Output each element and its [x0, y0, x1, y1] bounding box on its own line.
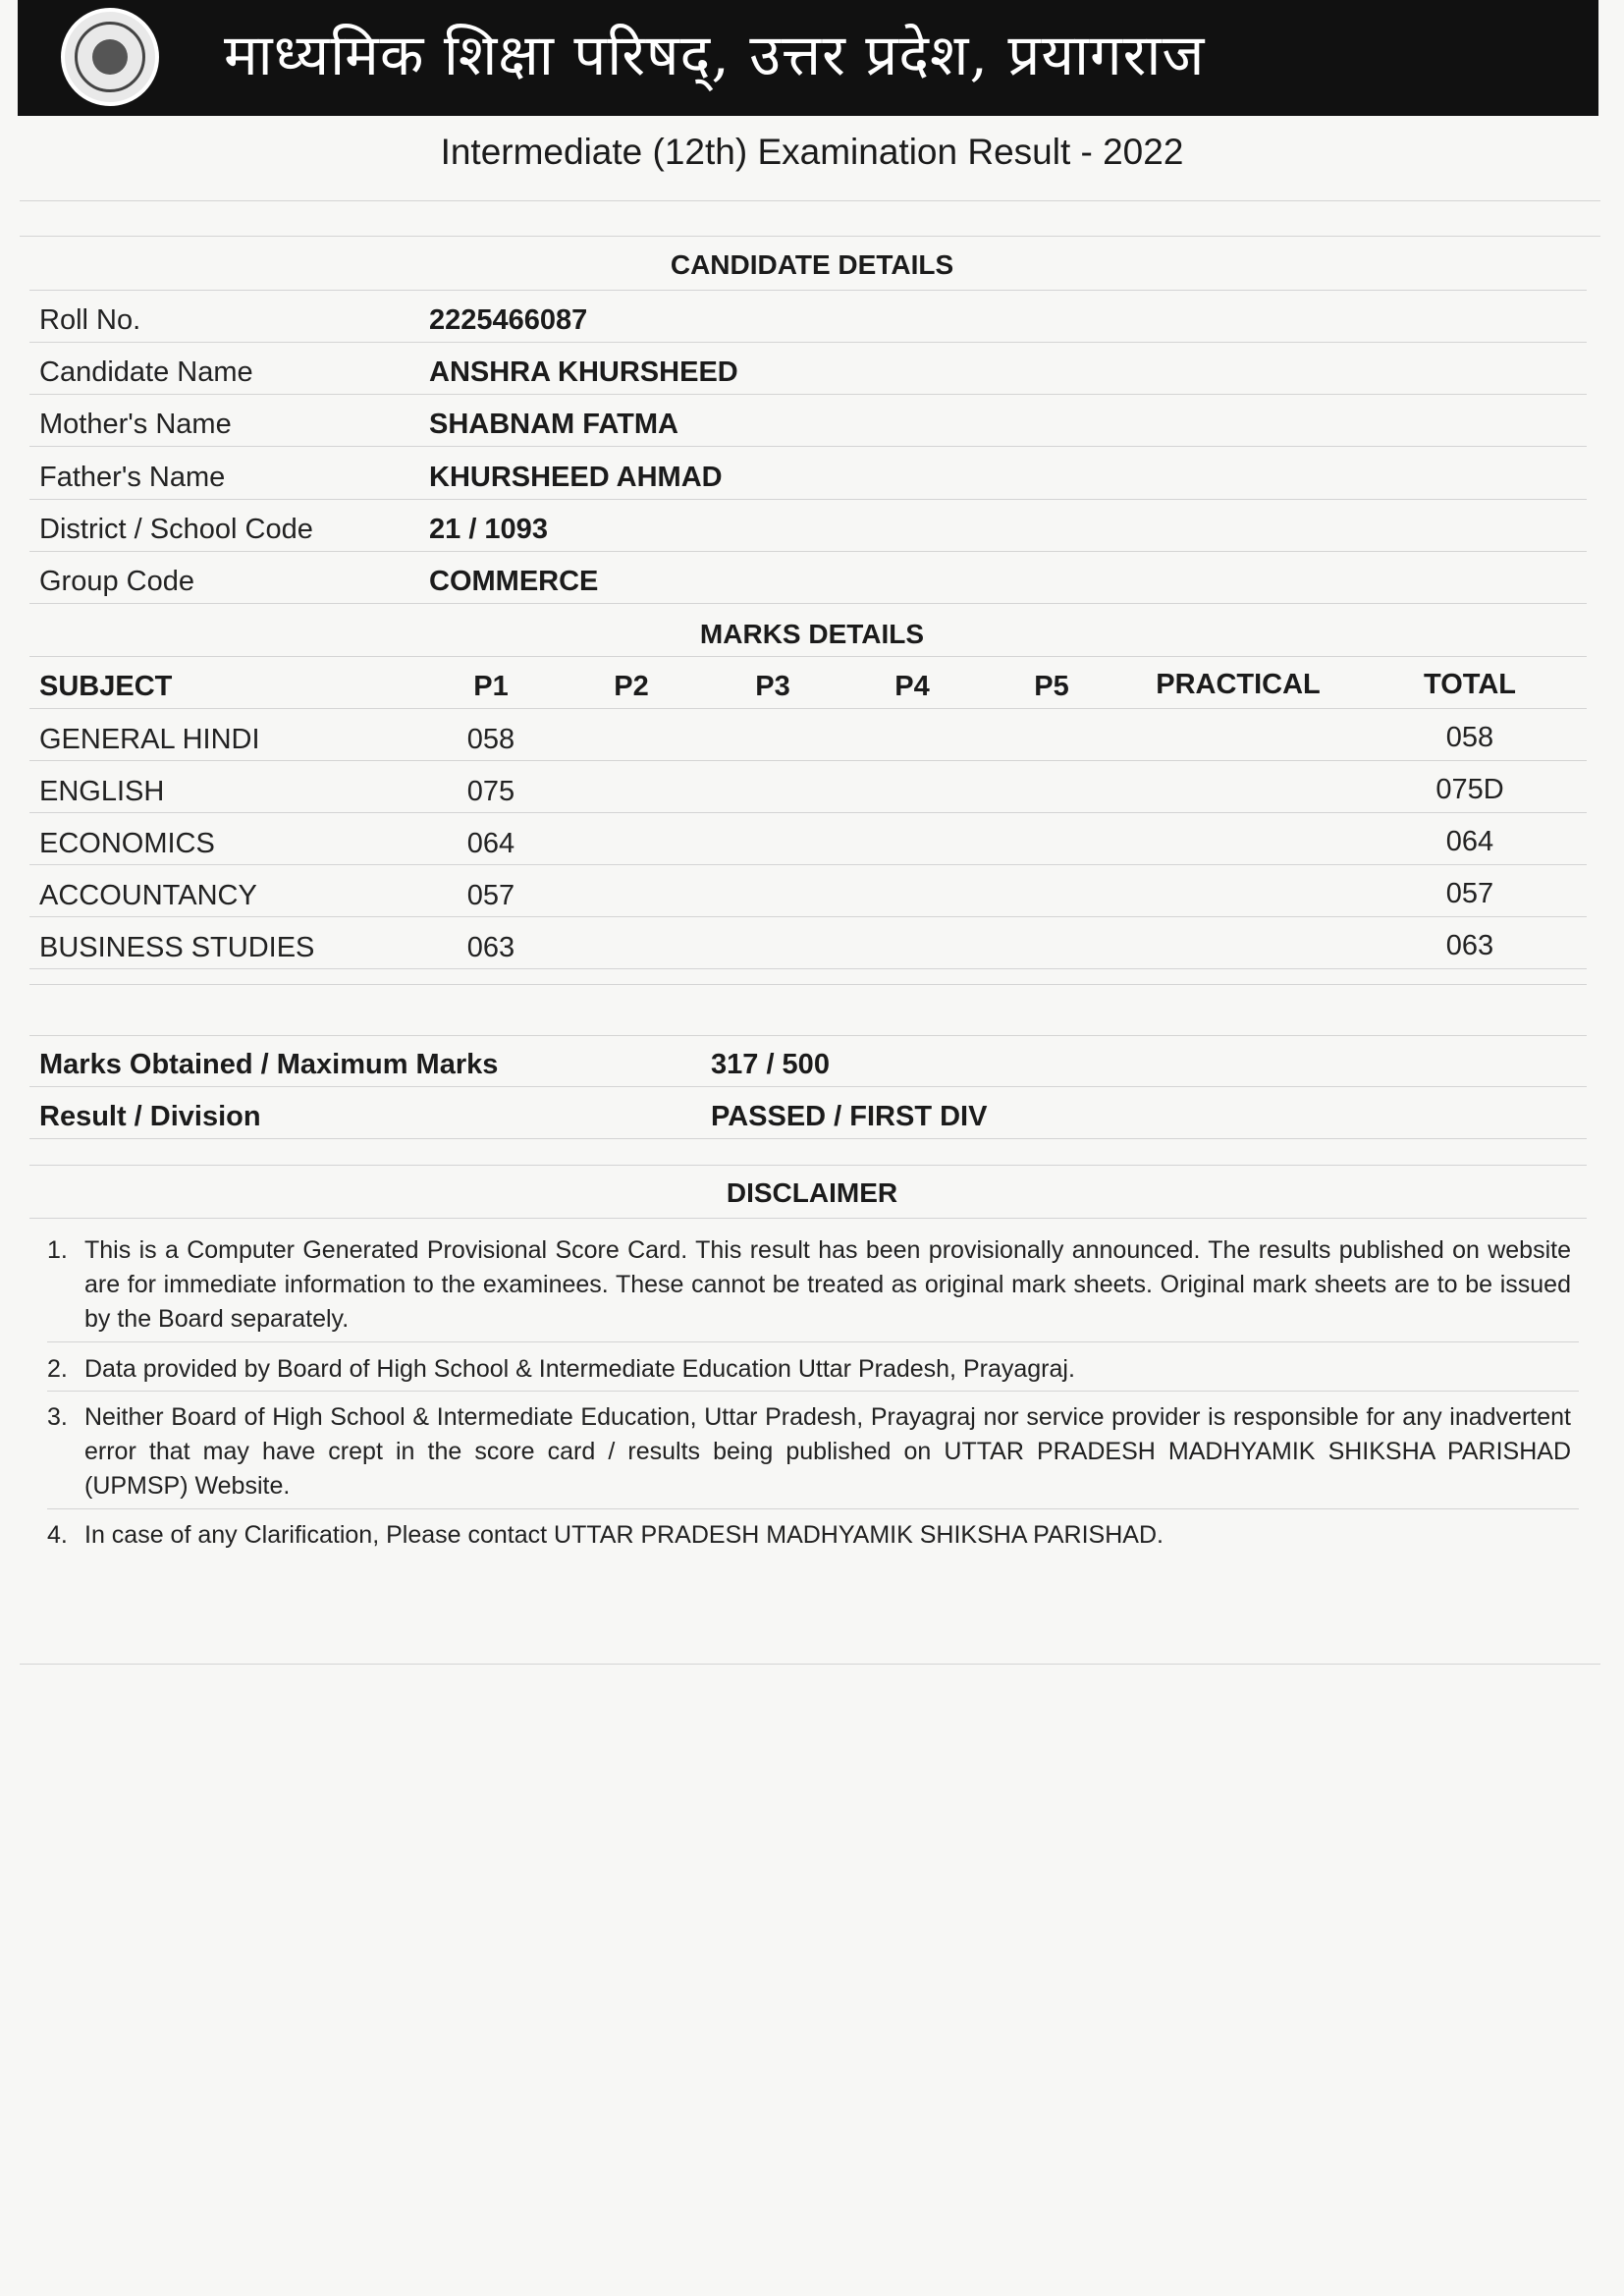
- result-division-value: PASSED / FIRST DIV: [711, 1101, 988, 1132]
- disclaimer-item: [47, 1518, 1571, 1553]
- col-subject: SUBJECT: [39, 671, 173, 702]
- divider: [29, 446, 1587, 447]
- divider: [29, 394, 1587, 395]
- col-p3: P3: [755, 671, 790, 702]
- group-code-label: Group Code: [39, 566, 194, 597]
- disclaimer-text: In case of any Clarification, Please contact UTTAR PRADESH MADHYAMIK SHIKSHA PARISHAD.: [84, 1521, 1164, 1549]
- disclaimer-item: [47, 1352, 1571, 1387]
- col-p1: P1: [473, 671, 509, 702]
- disclaimer-item: [47, 1233, 1571, 1337]
- divider: [29, 656, 1587, 657]
- candidate-details-heading: CANDIDATE DETAILS: [670, 249, 954, 280]
- divider: [29, 812, 1587, 813]
- board-name: माध्यमिक शिक्षा परिषद्, उत्तर प्रदेश, प्रयागराज: [224, 22, 1206, 88]
- divider: [47, 1508, 1579, 1509]
- p1-marks: 057: [466, 880, 515, 911]
- disclaimer-number: 3.: [47, 1403, 68, 1431]
- col-p2: P2: [614, 671, 649, 702]
- district-school-code-value: 21 / 1093: [429, 514, 548, 545]
- divider: [29, 760, 1587, 761]
- disclaimer-item: [47, 1400, 1571, 1503]
- divider: [29, 984, 1587, 985]
- marks-details-heading: MARKS DETAILS: [699, 619, 925, 649]
- divider: [29, 1218, 1587, 1219]
- divider: [29, 1138, 1587, 1139]
- p1-marks: 063: [466, 932, 515, 963]
- disclaimer-heading: DISCLAIMER: [726, 1177, 898, 1208]
- exam-title: Intermediate (12th) Examination Result - 2022: [440, 132, 1184, 172]
- total-marks: 075D: [1435, 774, 1504, 805]
- divider: [29, 342, 1587, 343]
- district-school-code-label: District / School Code: [39, 514, 313, 545]
- col-total: TOTAL: [1424, 669, 1516, 700]
- father-name-value: KHURSHEED AHMAD: [429, 462, 723, 493]
- total-marks: 057: [1445, 878, 1494, 909]
- roll-no-value: 2225466087: [429, 304, 588, 336]
- col-practical: PRACTICAL: [1156, 669, 1321, 700]
- divider: [47, 1341, 1579, 1342]
- disclaimer-number: 4.: [47, 1521, 68, 1549]
- candidate-name-label: Candidate Name: [39, 356, 253, 388]
- subject-name: ENGLISH: [39, 776, 165, 807]
- divider: [29, 708, 1587, 709]
- disclaimer-text: Data provided by Board of High School & Intermediate Education Uttar Pradesh, Prayagraj.: [84, 1355, 1075, 1383]
- disclaimer-number: 1.: [47, 1236, 68, 1264]
- total-marks: 064: [1445, 826, 1494, 857]
- col-p4: P4: [894, 671, 930, 702]
- divider: [29, 864, 1587, 865]
- result-division-label: Result / Division: [39, 1101, 261, 1132]
- header-banner: [18, 0, 1598, 116]
- subject-name: GENERAL HINDI: [39, 724, 260, 755]
- p1-marks: 075: [466, 776, 515, 807]
- father-name-label: Father's Name: [39, 462, 226, 493]
- roll-no-label: Roll No.: [39, 304, 141, 336]
- divider: [29, 290, 1587, 291]
- total-marks: 058: [1445, 722, 1494, 753]
- disclaimer-text: This is a Computer Generated Provisional Score Card. This result has been provisionally announced. The results published on website are for immediate information to the examinees. These cannot be treated as original mark sheets. Original mark sheets are to be issued by the Board separately.: [84, 1236, 1571, 1333]
- divider: [29, 603, 1587, 604]
- subject-name: BUSINESS STUDIES: [39, 932, 315, 963]
- board-emblem-icon: [61, 8, 159, 106]
- divider: [29, 916, 1587, 917]
- divider: [29, 1165, 1587, 1166]
- divider: [29, 499, 1587, 500]
- p1-marks: 058: [466, 724, 515, 755]
- p1-marks: 064: [466, 828, 515, 859]
- col-p5: P5: [1034, 671, 1069, 702]
- marks-obtained-label: Marks Obtained / Maximum Marks: [39, 1049, 499, 1080]
- divider: [29, 1086, 1587, 1087]
- divider: [29, 1035, 1587, 1036]
- disclaimer-text: Neither Board of High School & Intermediate Education, Uttar Pradesh, Prayagraj nor service provider is responsible for any inadvertent error that may have crept in the score card / results being published on UTTAR PRADESH MADHYAMIK SHIKSHA PARISHAD (UPMSP) Website.: [84, 1403, 1571, 1500]
- divider: [20, 1664, 1600, 1665]
- disclaimer-number: 2.: [47, 1355, 68, 1383]
- group-code-value: COMMERCE: [429, 566, 599, 597]
- divider: [20, 236, 1600, 237]
- candidate-name-value: ANSHRA KHURSHEED: [429, 356, 738, 388]
- mother-name-value: SHABNAM FATMA: [429, 409, 678, 440]
- divider: [20, 200, 1600, 201]
- subject-name: ACCOUNTANCY: [39, 880, 257, 911]
- subject-name: ECONOMICS: [39, 828, 215, 859]
- divider: [29, 551, 1587, 552]
- total-marks: 063: [1445, 930, 1494, 961]
- marks-obtained-value: 317 / 500: [711, 1049, 830, 1080]
- divider: [47, 1391, 1579, 1392]
- mother-name-label: Mother's Name: [39, 409, 232, 440]
- divider: [29, 968, 1587, 969]
